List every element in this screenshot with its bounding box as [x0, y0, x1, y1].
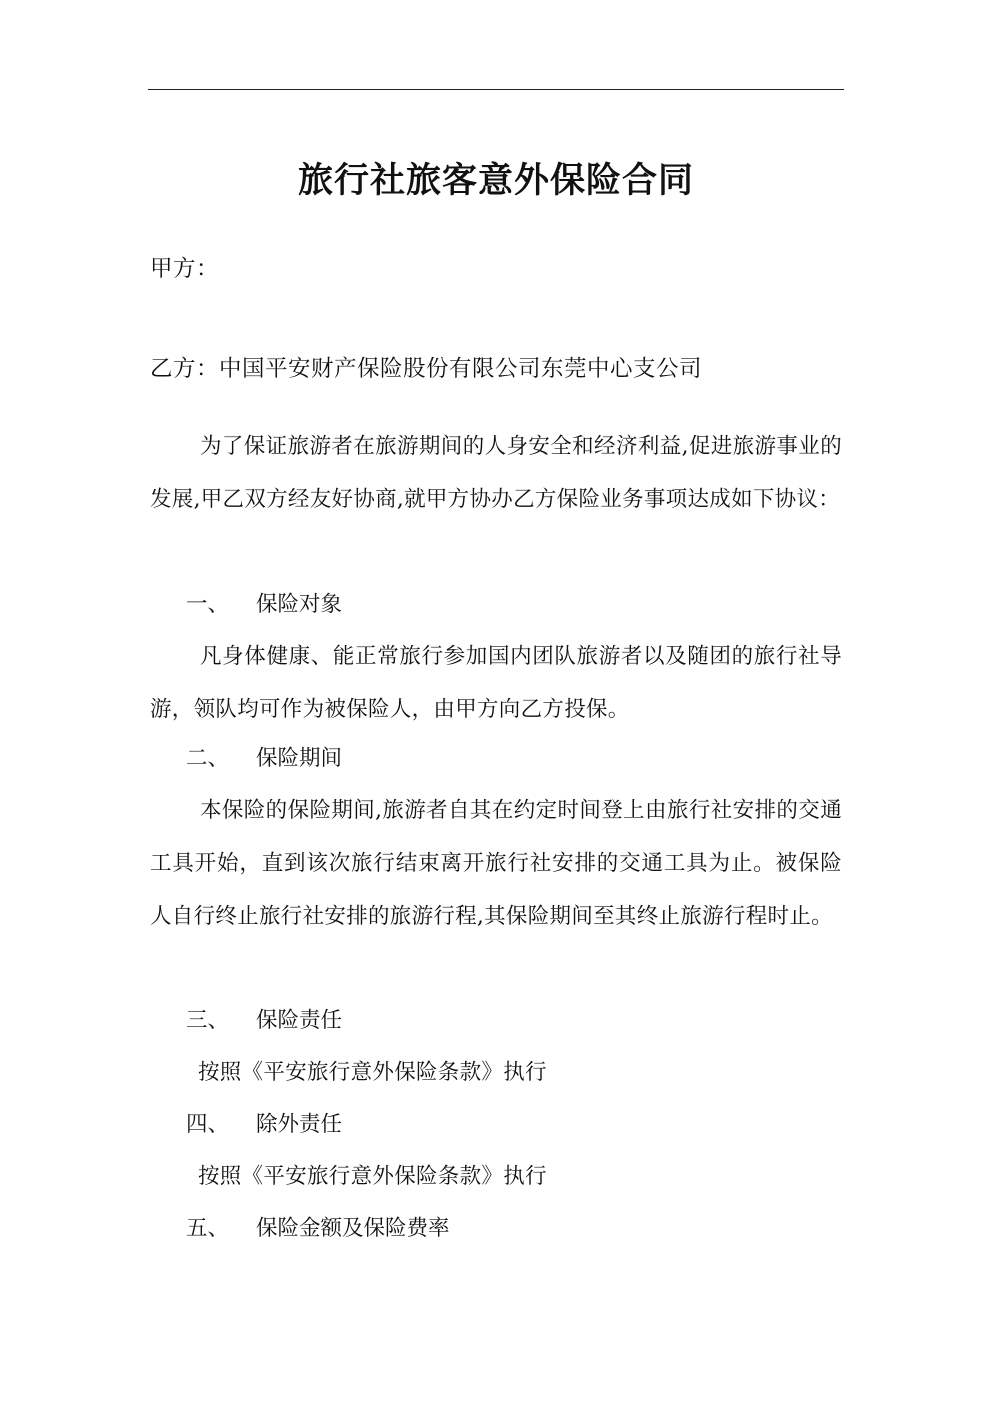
section-number: 三、 — [186, 1008, 230, 1033]
party-a-line: 甲方： — [150, 256, 220, 282]
header-rule — [148, 89, 844, 90]
section-heading — [186, 744, 342, 774]
section-body: 本保险的保险期间,旅游者自其在约定时间登上由旅行社安排的交通工具开始，直到该次旅行结束离开旅行社安排的交通工具为止。被保险人自行终止旅行社安排的旅游行程,其保险期间至其终止旅游行程时止。 — [150, 798, 842, 929]
section-title: 保险责任 — [256, 1008, 343, 1033]
section-number: 二、 — [186, 746, 230, 771]
section-title: 保险期间 — [256, 746, 343, 771]
section-heading — [186, 1214, 450, 1244]
preamble-paragraph: 为了保证旅游者在旅游期间的人身安全和经济利益,促进旅游事业的发展,甲乙双方经友好协商,就甲方协办乙方保险业务事项达成如下协议： — [150, 434, 842, 512]
section-number: 五、 — [186, 1216, 230, 1241]
document-title: 旅行社旅客意外保险合同 — [297, 161, 694, 201]
section-heading — [186, 1006, 342, 1036]
section-body: 按照《平安旅行意外保险条款》执行 — [198, 1060, 547, 1085]
section-body: 按照《平安旅行意外保险条款》执行 — [198, 1164, 547, 1189]
section-number: 四、 — [186, 1112, 230, 1137]
section-body: 凡身体健康、能正常旅行参加国内团队旅游者以及随团的旅行社导游，领队均可作为被保险人，由甲方向乙方投保。 — [150, 644, 842, 722]
section-title: 保险对象 — [256, 592, 343, 617]
section-heading — [186, 1110, 342, 1140]
party-b-line: 乙方：中国平安财产保险股份有限公司东莞中心支公司 — [150, 356, 703, 382]
section-title: 除外责任 — [256, 1112, 343, 1137]
section-number: 一、 — [186, 592, 230, 617]
section-heading — [186, 590, 342, 620]
section-title: 保险金额及保险费率 — [256, 1216, 450, 1241]
